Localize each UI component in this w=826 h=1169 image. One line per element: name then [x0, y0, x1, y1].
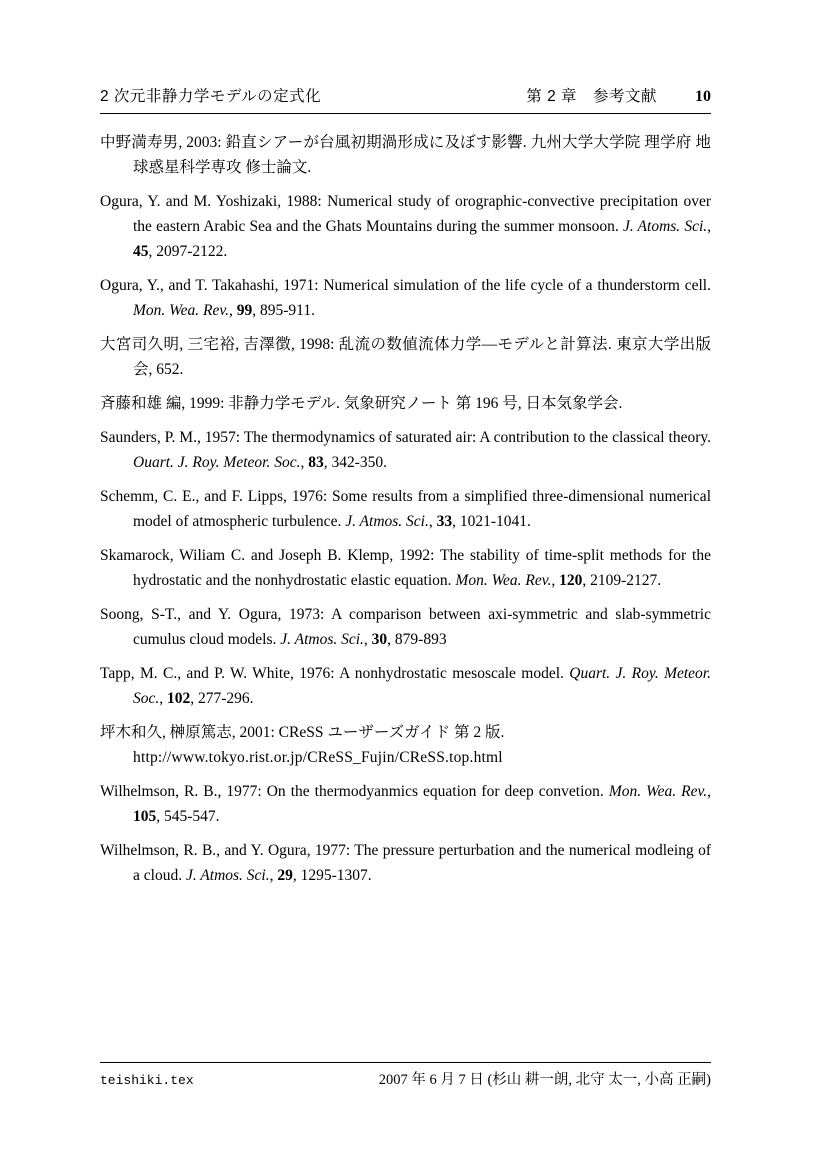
reference-text: Wilhelmson, R. B., 1977: On the thermodyanmics equation for deep convetion. [100, 783, 609, 800]
reference-text: Ogura, Y., and T. Takahashi, 1971: Numerical simulation of the life cycle of a thunderstorm cell. [100, 277, 711, 294]
journal-title: J. Atmos. Sci. [185, 867, 270, 884]
reference-text: , 545-547. [156, 808, 220, 825]
header-chapter-title: 第 2 章 参考文献 [526, 88, 657, 105]
journal-title: J. Atmos. Sci. [280, 631, 364, 648]
reference-text: 斉藤和雄 編, 1999: 非静力学モデル. 気象研究ノート 第 196 号, 日本気象学会. [100, 395, 623, 412]
reference-text: , [300, 454, 309, 471]
volume-number: 45 [133, 243, 149, 260]
reference-entry [100, 602, 711, 652]
reference-text: , 2097-2122. [148, 243, 228, 260]
reference-text: , [707, 783, 711, 800]
reference-text: , [428, 513, 437, 530]
reference-text: , 1021-1041. [452, 513, 531, 530]
reference-entry [100, 484, 711, 534]
reference-text: , 1295-1307. [292, 867, 372, 884]
volume-number: 30 [371, 631, 388, 648]
journal-title: Mon. Wea. Rev. [133, 302, 229, 319]
reference-entry [100, 838, 711, 888]
reference-text: , 895-911. [252, 302, 315, 319]
header-right-group [526, 84, 711, 106]
volume-number: 29 [277, 867, 293, 884]
journal-title: J. Atmos. Sci. [345, 513, 429, 530]
references-list [100, 130, 711, 897]
reference-text: , [269, 867, 278, 884]
reference-text: Tapp, M. C., and P. W. White, 1976: A nonhydrostatic mesoscale model. [100, 665, 570, 682]
footer-date: 2007 年 6 月 7 日 (杉山 耕一朗, 北守 太一, 小高 正嗣) [378, 1072, 711, 1088]
reference-entry [100, 189, 711, 264]
reference-text: 大宮司久明, 三宅裕, 吉澤徴, 1998: 乱流の数値流体力学—モデルと計算法. 東京大学出版会, 652. [100, 336, 711, 378]
reference-entry [100, 779, 711, 829]
journal-title: Mon. Wea. Rev. [608, 783, 708, 800]
reference-entry [100, 273, 711, 323]
reference-text: Ogura, Y. and M. Yoshizaki, 1988: Numerical study of orographic-convective precipitation over the eastern Arabic Sea and the Ghats Mountains during the summer monsoon. [100, 193, 711, 235]
reference-text: , [159, 690, 168, 707]
page-header [100, 84, 711, 114]
reference-text: , [551, 572, 560, 589]
journal-title: Ouart. J. Roy. Meteor. Soc. [133, 454, 301, 471]
volume-number: 120 [559, 572, 583, 589]
reference-text: 中野満寿男, 2003: 鉛直シアーが台風初期渦形成に及ぼす影響. 九州大学大学院 理学府 地球惑星科学専攻 修士論文. [100, 134, 711, 176]
reference-text: Wilhelmson, R. B., and Y. Ogura, 1977: The pressure perturbation and the numerical modleing of a cloud. [100, 842, 711, 884]
reference-text: , [707, 218, 712, 235]
volume-number: 99 [236, 302, 253, 319]
journal-title: J. Atoms. Sci. [622, 218, 708, 235]
reference-text: , 879-893 [387, 631, 447, 648]
journal-title: Mon. Wea. Rev. [455, 572, 552, 589]
reference-text: Skamarock, Wiliam C. and Joseph B. Klemp, 1992: The stability of time-split methods for the hydrostatic and the nonhydrostatic elastic equation. [100, 547, 711, 589]
reference-text: , 342-350. [323, 454, 387, 471]
reference-text: , 277-296. [190, 690, 254, 707]
reference-text: Schemm, C. E., and F. Lipps, 1976: Some results from a simplified three-dimensional numerical model of atmospheric turbulence. [100, 488, 711, 530]
reference-text: , [363, 631, 372, 648]
volume-number: 83 [308, 454, 324, 471]
reference-text: Saunders, P. M., 1957: The thermodynamics of saturated air: A contribution to the classical theory. [100, 429, 711, 446]
reference-text: Soong, S-T., and Y. Ogura, 1973: A comparison between axi-symmetric and slab-symmetric cumulus cloud models. [100, 606, 711, 648]
volume-number: 33 [436, 513, 453, 530]
volume-number: 105 [133, 808, 157, 825]
reference-entry [100, 391, 711, 416]
volume-number: 102 [167, 690, 191, 707]
reference-entry [100, 332, 711, 382]
page-footer [100, 1062, 711, 1089]
header-section-title: 2 次元非静力学モデルの定式化 [100, 88, 322, 105]
reference-text: , 2109-2127. [582, 572, 662, 589]
reference-entry [100, 720, 711, 770]
reference-text: , [228, 302, 237, 319]
reference-entry [100, 130, 711, 180]
header-page-number: 10 [695, 88, 711, 105]
reference-url: http://www.tokyo.rist.or.jp/CReSS_Fujin/CReSS.top.html [133, 749, 503, 766]
reference-entry [100, 543, 711, 593]
reference-entry [100, 425, 711, 475]
journal-title: Quart. J. Roy. Meteor. Soc. [133, 665, 711, 707]
reference-entry [100, 661, 711, 711]
footer-filename: teishiki.tex [100, 1073, 194, 1088]
reference-text: 坪木和久, 榊原篤志, 2001: CReSS ユーザーズガイド 第 2 版. [100, 724, 505, 741]
